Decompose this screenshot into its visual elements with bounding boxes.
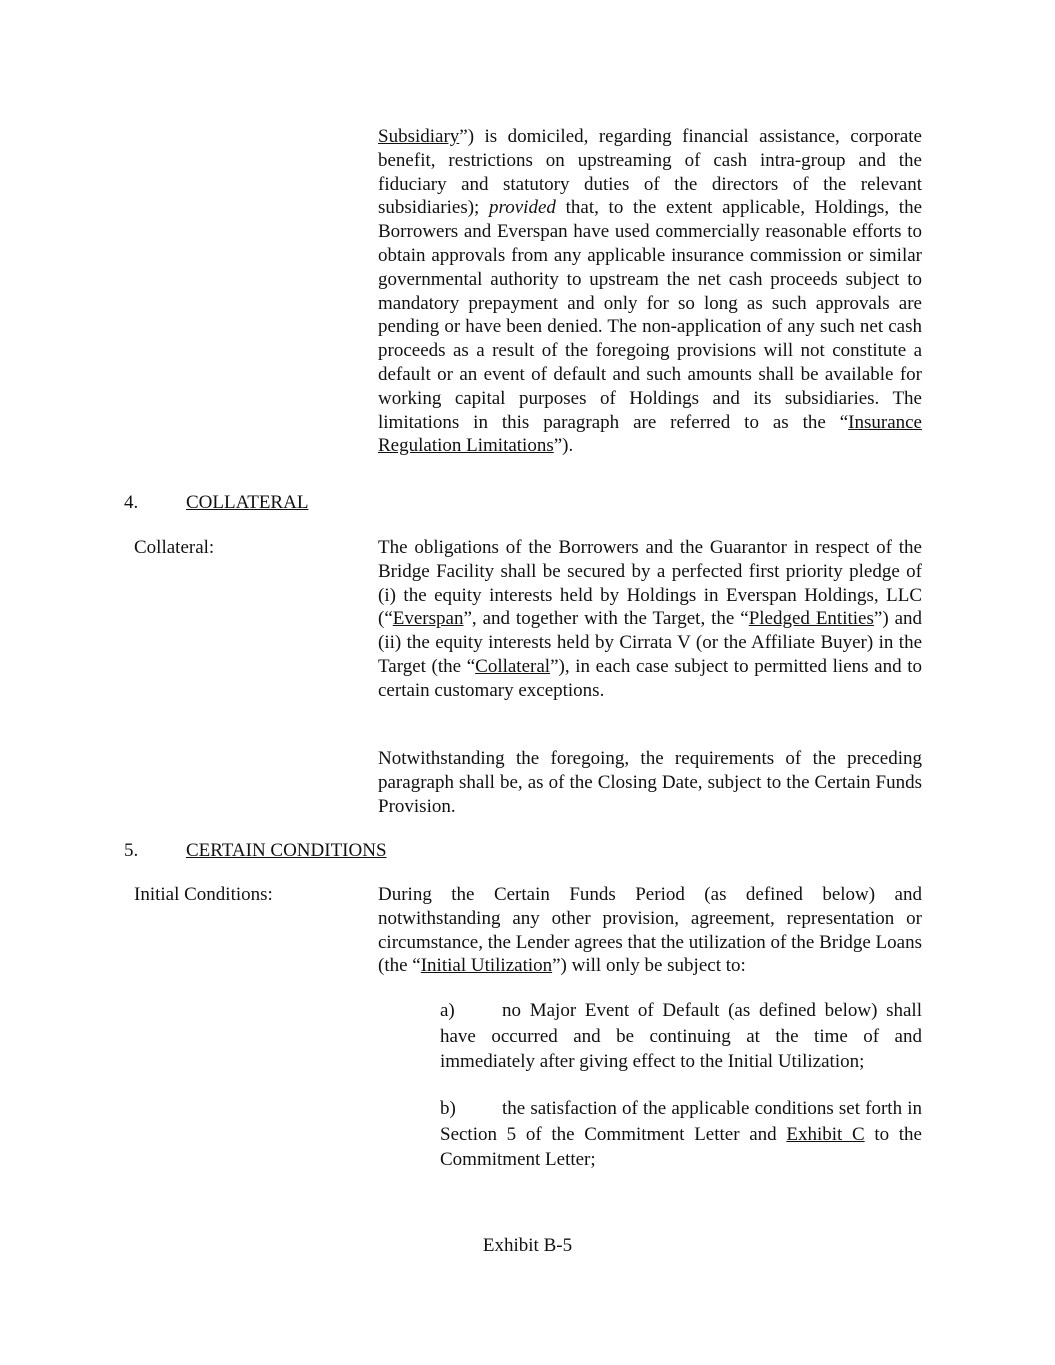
section-4-number: 4. — [124, 492, 139, 513]
defined-term-subsidiary: Subsidiary — [378, 126, 460, 147]
section-4-title: COLLATERAL — [186, 492, 309, 513]
page-footer: Exhibit B-5 — [482, 1235, 573, 1256]
defined-term-collateral: Collateral — [475, 655, 551, 677]
condition-item-a: a) no Major Event of Default (as defined below) shall have occurred and be continuing at the time of and immediately after giving effect to the Initial Utilization; — [440, 1000, 922, 1072]
defined-term-everspan: Everspan — [392, 608, 464, 630]
collateral-paragraph: The obligations of the Borrowers and the Guarantor in respect of the Bridge Facility shall be secured by a perfected first priority pledge of (i) the equity interests held by Holdings in Everspan Holdings, LLC (“Everspan”, and together with the Target, the “Pledged Entities”) and (ii) the equity interests held by Cirrata V (or the Affiliate Buyer) in the Target (the “Collateral”), in each case subject to permitted liens and to certain customary exceptions. — [378, 537, 922, 701]
initial-conditions-label: Initial Conditions: — [134, 884, 273, 905]
exhibit-c-reference: Exhibit C — [786, 1123, 865, 1145]
initial-conditions-paragraph: During the Certain Funds Period (as defined below) and notwithstanding any other provision, agreement, representation or circumstance, the Lender agrees that the utilization of the Bridge Loans (the “Initial Utilization”) will only be subject to: — [378, 884, 922, 977]
item-a-marker: a) — [440, 1000, 455, 1021]
section-5-number: 5. — [124, 840, 139, 861]
insurance-regulation-paragraph: Subsidiary”) is domiciled, regarding financial assistance, corporate benefit, restrictions on upstreaming of cash intra-group and the fiduciary and statutory duties of the directors of the relevant subsidiaries); provided that, to the extent applicable, Holdings, the Borrowers and Everspan have used commercially reasonable efforts to obtain approvals from any applicable insurance commission or similar governmental authority to upstream the net cash proceeds subject to mandatory prepayment and only for so long as such approvals are pending or have been denied. The non-application of any such net cash proceeds as a result of the foregoing provisions will not constitute a default or an event of default and such amounts shall be available for working capital purposes of Holdings and its subsidiaries. The limitations in this paragraph are referred to as the “Insurance Regulation Limitations”). — [378, 126, 923, 457]
defined-term-pledged-entities: Pledged Entities — [748, 608, 874, 630]
collateral-label: Collateral: — [134, 537, 215, 558]
item-b-marker: b) — [440, 1098, 456, 1119]
defined-term-initial-utilization: Initial Utilization — [420, 955, 553, 977]
defined-term-insurance-regulation-limitations: Insurance Regulation Limitations — [378, 411, 922, 457]
provided-term: provided — [489, 197, 556, 219]
section-5-title: CERTAIN CONDITIONS — [186, 840, 387, 861]
certain-funds-provision-paragraph: Notwithstanding the foregoing, the requirements of the preceding paragraph shall be, as of the Closing Date, subject to the Certain Funds Provision. — [378, 748, 922, 817]
condition-item-b: b) the satisfaction of the applicable conditions set forth in Section 5 of the Commitment Letter and Exhibit C to the Commitment Letter; — [440, 1098, 922, 1170]
